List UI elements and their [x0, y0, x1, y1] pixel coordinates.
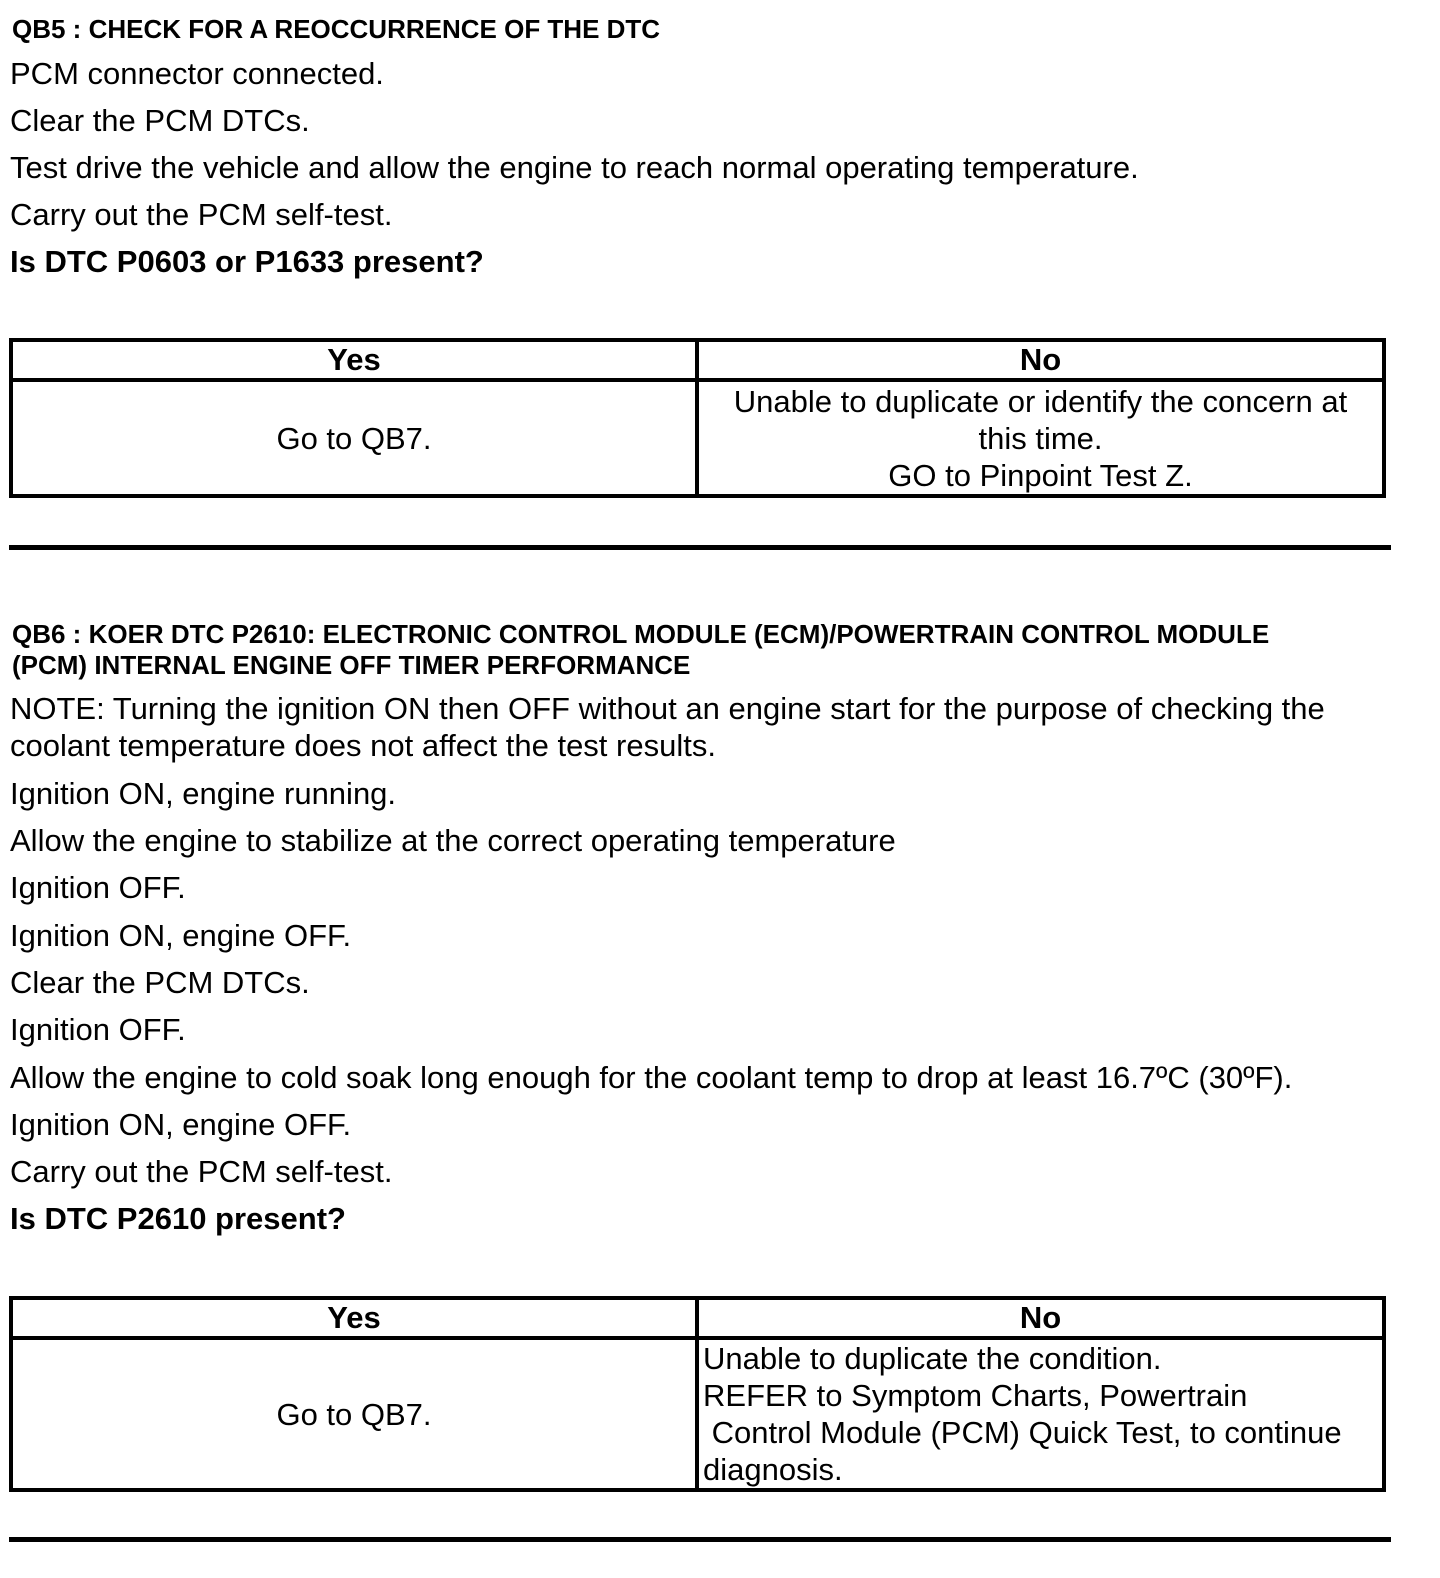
qb6-heading [12, 619, 1269, 681]
qb5-step-1: PCM connector connected. [10, 56, 384, 91]
qb5-yes-header: Yes [11, 340, 697, 380]
qb5-step-4: Carry out the PCM self-test. [10, 197, 393, 232]
qb6-table-header-row [11, 1298, 1384, 1338]
qb5-no-action-line-3: GO to Pinpoint Test Z. [888, 457, 1193, 493]
qb6-no-header: No [697, 1298, 1384, 1338]
section-divider-bottom [9, 1537, 1391, 1542]
qb6-note: NOTE: Turning the ignition ON then OFF without an engine start for the purpose of checking the coolant temperature does not affect the test results. [10, 691, 1325, 763]
qb6-heading-line-2: (PCM) INTERNAL ENGINE OFF TIMER PERFORMANCE [12, 650, 691, 680]
qb6-no-action-line-4: diagnosis. [703, 1452, 843, 1487]
qb6-step-3: Ignition OFF. [10, 870, 186, 905]
qb6-yes-action: Go to QB7. [11, 1338, 697, 1490]
qb6-table-action-row [11, 1338, 1384, 1490]
qb5-no-header: No [697, 340, 1384, 380]
qb6-step-5: Clear the PCM DTCs. [10, 965, 310, 1000]
qb6-step-2: Allow the engine to stabilize at the correct operating temperature [10, 823, 896, 858]
qb6-step-4: Ignition ON, engine OFF. [10, 918, 352, 953]
qb5-no-action-line-2: this time. [978, 420, 1103, 456]
qb5-step-3: Test drive the vehicle and allow the engine to reach normal operating temperature. [10, 150, 1139, 185]
qb5-yes-action: Go to QB7. [11, 380, 697, 496]
qb6-no-action [697, 1338, 1384, 1490]
qb6-no-action-line-1: Unable to duplicate the condition. [703, 1341, 1162, 1376]
qb5-table-header-row [11, 340, 1384, 380]
qb6-heading-line-1: QB6 : KOER DTC P2610: ELECTRONIC CONTROL MODULE (ECM)/POWERTRAIN CONTROL MODULE [12, 619, 1270, 649]
qb6-step-1: Ignition ON, engine running. [10, 776, 397, 811]
qb5-table-action-row [11, 380, 1384, 496]
qb6-step-6: Ignition OFF. [10, 1012, 186, 1047]
qb5-question: Is DTC P0603 or P1633 present? [10, 244, 484, 279]
qb6-yes-header: Yes [11, 1298, 697, 1338]
qb6-result-table [9, 1296, 1386, 1492]
qb5-no-action-line-1: Unable to duplicate or identify the concern at [733, 383, 1348, 419]
qb6-no-action-line-2: REFER to Symptom Charts, Powertrain [703, 1378, 1248, 1413]
qb6-step-8: Ignition ON, engine OFF. [10, 1107, 352, 1142]
qb5-no-action [697, 380, 1384, 496]
qb5-result-table [9, 338, 1386, 498]
qb5-heading: QB5 : CHECK FOR A REOCCURRENCE OF THE DTC [12, 14, 661, 44]
qb6-step-9: Carry out the PCM self-test. [10, 1154, 393, 1189]
qb6-no-action-line-3: Control Module (PCM) Quick Test, to continue [703, 1415, 1342, 1450]
qb6-step-7: Allow the engine to cold soak long enough for the coolant temp to drop at least 16.7ºC (30ºF). [10, 1060, 1293, 1095]
section-divider [9, 545, 1391, 550]
qb5-step-2: Clear the PCM DTCs. [10, 103, 310, 138]
qb6-question: Is DTC P2610 present? [10, 1201, 346, 1236]
